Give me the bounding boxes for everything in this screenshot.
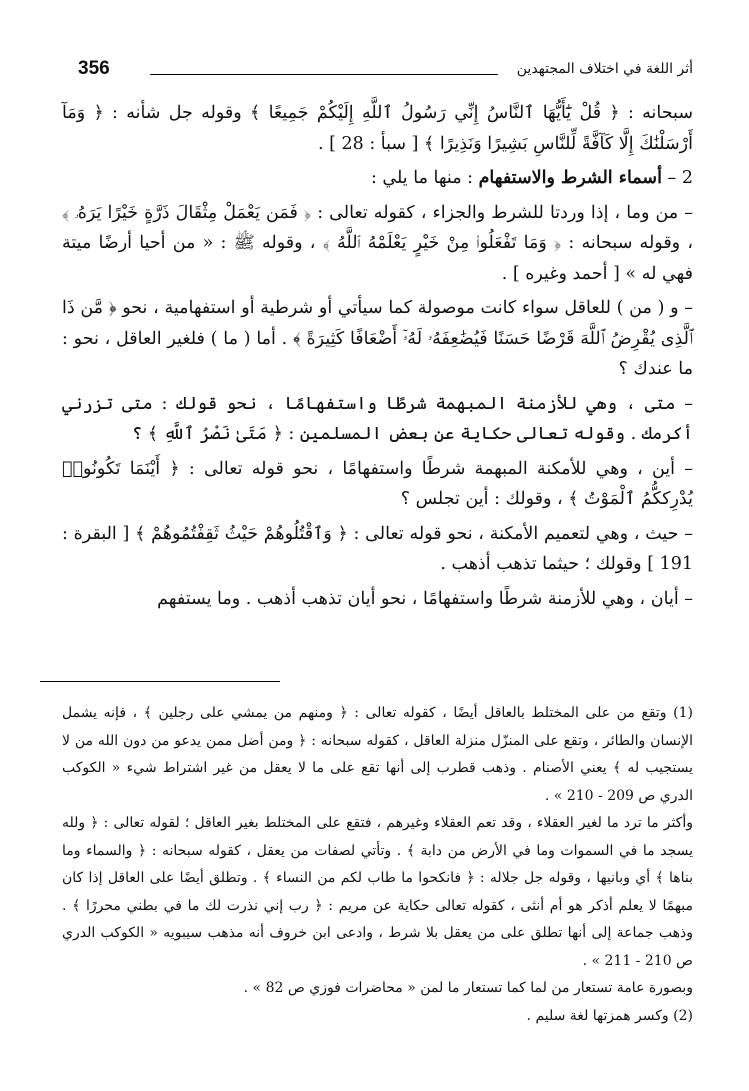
header-rule [150,74,498,75]
section-heading [62,163,693,194]
footnotes [62,700,693,1030]
footnote: وأكثر ما ترد ما لغير العقلاء ، وقد تعم العقلاء وغيرهم ، فتقع على المختلط بغير العاقل ؛ لقوله تعالى : ﴿ ولله يسجد ما في السموات وما في الأرض من دابة ﴾ . وتأتي لصفات من يعقل ، كقوله سبحانه : ﴿ والسماء وما بناها ﴾ أي وبانيها ، وقوله جل جلاله : ﴿ فانكحوا ما طاب لكم من النساء ﴾ . وتطلق أيضًا على العاقل إذا كان مبهمًا لا يعلم أذكر هو أم أنثى ، كقوله تعالى حكاية عن مريم : ﴿ رب إني نذرت لك ما في بطني محررًا ﴾ . وذهب جماعة إلى أنها تطلق على من يعقل بلا شرط ، وادعى ابن خروف أنه مذهب سيبويه « الكوكب الدري ص 210 - 211 » . [62,815,693,969]
paragraph: – حيث ، وهي لتعميم الأمكنة ، نحو قوله تعالى : ﴿ وَٱقْتُلُوهُمْ حَيْثُ ثَقِفْتُمُوهُمْ ﴾ [ البقرة : 191 ] وقولك ؛ حيثما تذهب أذهب . [62,523,693,574]
paragraph: – و ( من ) للعاقل سواء كانت موصولة كما سيأتي أو شرطية أو استفهامية ، نحو ﴿ مَّن ذَا ٱلَّذِى يُقْرِضُ ٱللَّهَ قَرْضًا حَسَنًا فَيُضَٰعِفَهُۥ لَهُۥٓ أَضْعَافًا كَثِيرَةً ﴾ . أما ( ما ) فلغير العاقل ، نحو : ما عندك ؟ [62,298,693,379]
paragraph: – أين ، وهي للأمكنة المبهمة شرطًا واستفهامًا ، نحو قوله تعالى : ﴿ أَيْنَمَا تَكُونُوا۟ يُدْرِككُّمُ ٱلْمَوْتُ ﴾ ، وقولك : أين تجلس ؟ [62,458,693,509]
heading-rest: : منها ما يلي : [370,168,479,188]
heading-number: 2 – [667,168,693,188]
footnote: (2) وكسر همزتها لغة سليم . [526,1007,693,1024]
paragraph: – متى ، وهي للأزمنة المبهمة شرطًا واستفهامًا ، نحو قولك : متى تزرني أكرمك . وقوله تعالى حكاية عن بعض المسلمين : ﴿ مَتَىٰ نَصْرُ ٱللَّهِ ﴾ ؟ [62,393,693,444]
paragraph: سبحانه : ﴿ قُلْ يَٰٓأَيُّهَا ٱلنَّاسُ إِنِّي رَسُولُ ٱللَّهِ إِلَيْكُمْ جَمِيعًا ﴾ وقوله جل شأنه : ﴿ وَمَآ أَرْسَلْنَٰكَ إِلَّا كَآفَّةً لِّلنَّاسِ بَشِيرًا وَنَذِيرًا ﴾ [ سبأ : 28 ] . [62,103,693,154]
paragraph: – أيان ، وهي للأزمنة شرطًا واستفهامًا ، نحو أيان تذهب أذهب . وما يستفهم [157,588,693,609]
heading-title: أسماء الشرط والاستفهام [478,168,662,188]
footnote-separator [40,681,280,682]
page-number: 356 [78,58,110,79]
footnote: وبصورة عامة تستعار من لما كما تستعار ما لمن « محاضرات فوزي ص 82 » . [243,980,693,996]
page-header [40,58,693,88]
main-text [62,98,693,614]
paragraph: – من وما ، إذا وردتا للشرط والجزاء ، كقوله تعالى : ﴿ فَمَن يَعْمَلْ مِثْقَالَ ذَرَّةٍ خَيْرًا يَرَهُۥ ﴾ ، وقوله سبحانه : ﴿ وَمَا تَفْعَلُوا۟ مِنْ خَيْرٍ يَعْلَمْهُ ٱللَّهُ ﴾ ، وقوله ﷺ : « من أحيا أرضًا ميتة فهي له » [ أحمد وغيره ] . [62,202,693,284]
footnote: (1) وتقع من على المختلط بالعاقل أيضًا ، كقوله تعالى : ﴿ ومنهم من يمشي على رجلين ﴾ ، فإنه يشمل الإنسان والطائر ، وتقع على المنزّل منزلة العاقل ، كقوله سبحانه : ﴿ ومن أضل ممن يدعو من دون الله من لا يستجيب له ﴾ يعني الأصنام . وذهب قطرب إلى أنها تقع على ما لا يعقل من غير اشتراط شيء « الكوكب الدري ص 209 - 210 » . [62,705,693,804]
running-title: أثر اللغة في اختلاف المجتهدين [516,61,693,77]
